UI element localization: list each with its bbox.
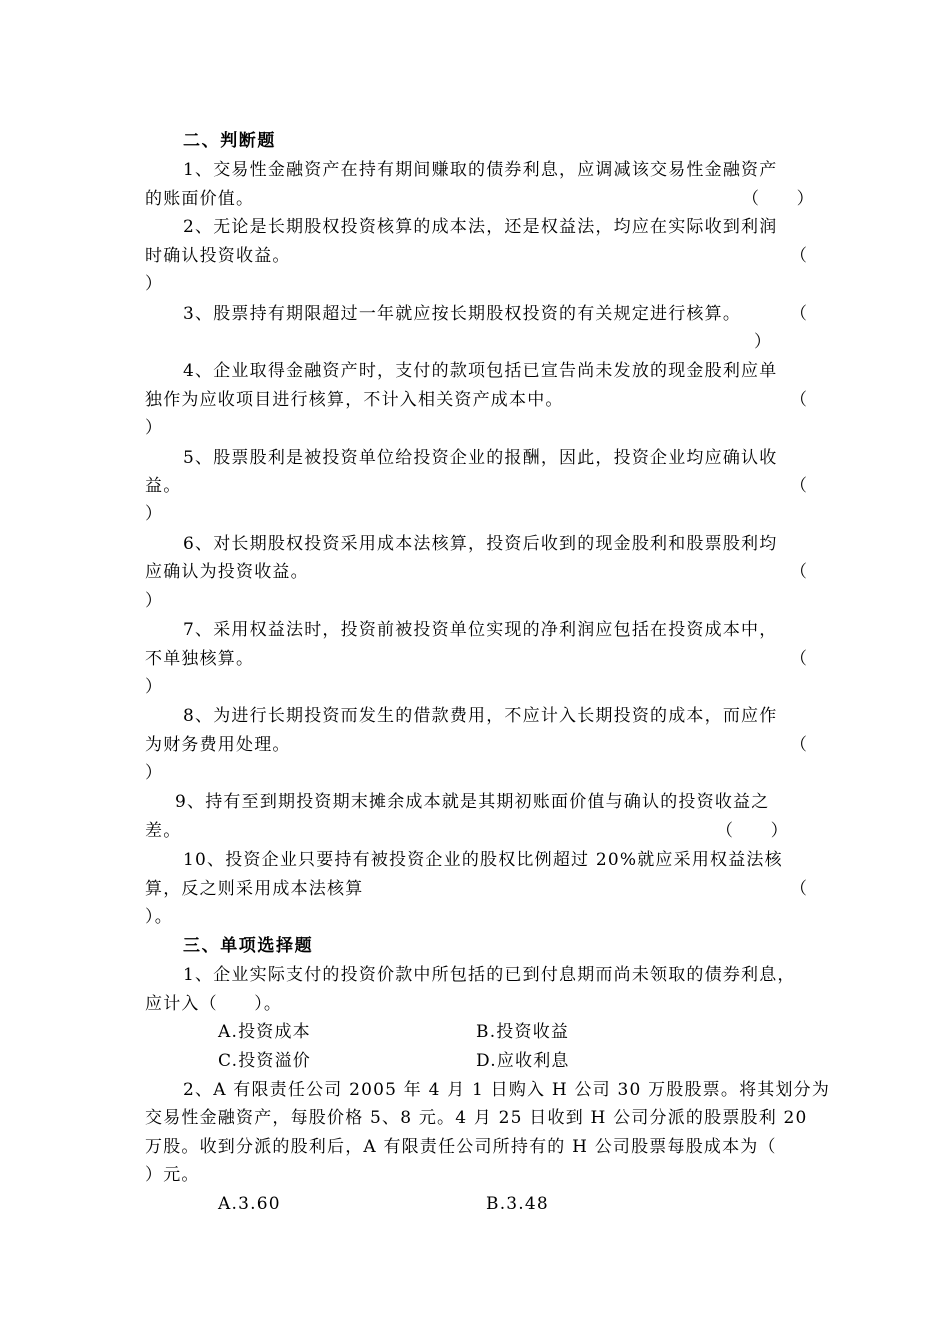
answer-paren-close: ） [754,332,773,352]
question-line: 7、采用权益法时，投资前被投资单位实现的净利润应包括在投资成本中， [183,620,778,640]
answer-paren-close: ） [145,504,164,524]
answer-paren-open: （ [790,649,809,669]
answer-paren-open: （ [790,735,809,755]
answer-paren-open: （ [790,562,809,582]
question-line: 2、无论是长期股权投资核算的成本法，还是权益法，均应在实际收到利润 [183,217,778,237]
option-a: A.3.60 [218,1194,281,1214]
question-line: 2、A 有限责任公司 2005 年 4 月 1 日购入 H 公司 30 万股股票。将其划分为 [183,1080,831,1100]
question-line: ）元。 [145,1165,200,1185]
question-line: 4、企业取得金融资产时，支付的款项包括已宣告尚未发放的现金股利应单 [183,361,778,381]
question-line: 益。 [145,476,182,496]
question-line: 1、企业实际支付的投资价款中所包括的已到付息期而尚未领取的债券利息， [183,965,796,985]
answer-paren-open: （ [790,476,809,496]
answer-paren: （ ） [742,189,815,209]
question-line: 算，反之则采用成本法核算 [145,879,364,899]
question-line: 差。 [145,821,182,841]
question-line: 10、投资企业只要持有被投资企业的股权比例超过 20%就应采用权益法核 [183,850,783,870]
question-line: 时确认投资收益。 [145,246,291,266]
option-d: D.应收利息 [476,1051,570,1071]
answer-paren-open: （ [790,390,809,410]
answer-paren-open: （ [790,879,809,899]
answer-paren-open: （ [790,246,809,266]
answer-paren-close: ） [145,274,164,294]
option-a: A.投资成本 [218,1022,311,1042]
question-line: 3、股票持有期限超过一年就应按长期股权投资的有关规定进行核算。 [183,304,742,324]
question-line: 1、交易性金融资产在持有期间赚取的债券利息，应调减该交易性金融资产 [183,160,778,180]
question-line: 不单独核算。 [145,649,255,669]
option-c: C.投资溢价 [218,1051,312,1071]
option-b: B.3.48 [486,1194,549,1214]
section-title: 三、单项选择题 [183,936,314,956]
question-line: 9、持有至到期投资期末摊余成本就是其期初账面价值与确认的投资收益之 [175,792,770,812]
section-title: 二、判断题 [183,131,276,151]
answer-paren-close: ） [145,677,164,697]
question-line: 万股。收到分派的股利后，A 有限责任公司所持有的 H 公司股票每股成本为（ [145,1137,777,1157]
answer-paren-close: ）。 [145,907,173,927]
question-line: 应计入（ ）。 [145,994,283,1014]
question-line: 为财务费用处理。 [145,735,291,755]
answer-paren-close: ） [145,591,164,611]
answer-paren-close: ） [145,763,164,783]
answer-paren: （ ） [716,821,789,841]
question-line: 独作为应收项目进行核算，不计入相关资产成本中。 [145,390,564,410]
question-line: 8、为进行长期投资而发生的借款费用，不应计入长期投资的成本，而应作 [183,706,778,726]
answer-paren-open: （ [790,304,809,324]
question-line: 交易性金融资产，每股价格 5、8 元。4 月 25 日收到 H 公司分派的股票股利 20 [145,1108,808,1128]
question-line: 6、对长期股权投资采用成本法核算，投资后收到的现金股利和股票股利均 [183,534,778,554]
question-line: 5、股票股利是被投资单位给投资企业的报酬，因此，投资企业均应确认收 [183,448,778,468]
question-line: 的账面价值。 [145,189,255,209]
answer-paren-close: ） [145,418,164,438]
option-b: B.投资收益 [476,1022,570,1042]
question-line: 应确认为投资收益。 [145,562,309,582]
